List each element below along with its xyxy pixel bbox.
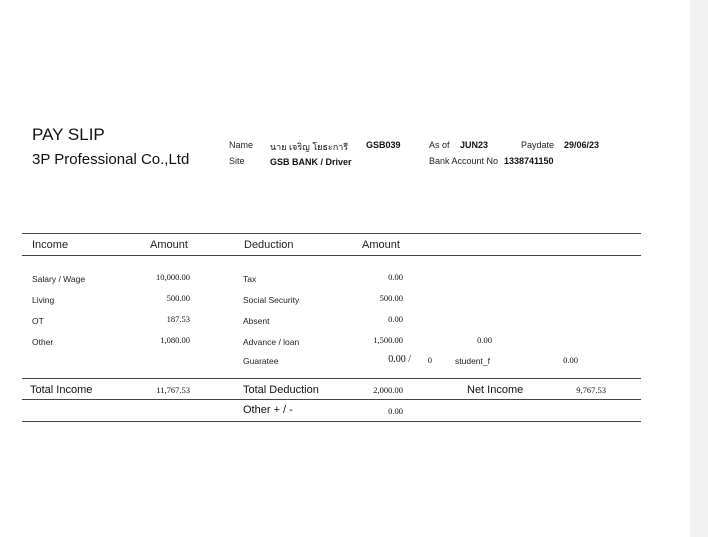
income-label-living: Living [32, 295, 55, 305]
other-adjustment-label: Other + / - [243, 404, 293, 416]
header-amount-deduction: Amount [362, 239, 400, 251]
header-amount-income: Amount [150, 239, 188, 251]
paydate-value: 29/06/23 [564, 140, 600, 150]
other-adjustment-value: 0.00 [388, 406, 403, 416]
total-deduction-value: 2,000.00 [373, 385, 403, 395]
income-label-other: Other [32, 337, 54, 347]
paydate-label: Paydate [521, 140, 555, 150]
doc-title: PAY SLIP [32, 125, 105, 144]
deduction-amount-absent: 0.00 [388, 314, 403, 324]
net-income-label: Net Income [467, 384, 524, 396]
deduction-amount-social-security: 500.00 [379, 293, 403, 303]
as-of-value: JUN23 [460, 140, 489, 150]
deduction-label-guarantee: Guaratee [243, 356, 279, 366]
site-label: Site [229, 156, 245, 166]
deduction-label-social-security: Social Security [243, 295, 300, 305]
total-income-value: 11,767.53 [156, 385, 190, 395]
company-name: 3P Professional Co.,Ltd [32, 151, 190, 168]
total-income-label: Total Income [30, 384, 93, 396]
income-amount-ot: 187.53 [166, 314, 190, 324]
income-label-ot: OT [32, 316, 44, 326]
guarantee-student-label: student_f [455, 356, 490, 366]
table-header-line [22, 255, 641, 256]
deduction-label-absent: Absent [243, 316, 270, 326]
guarantee-student-amount: 0.00 [563, 355, 578, 365]
name-label: Name [229, 140, 254, 150]
deduction-label-tax: Tax [243, 274, 257, 284]
bank-value: 1338741150 [504, 156, 554, 166]
deduction-extra-advance-loan: 0.00 [477, 335, 492, 345]
table-top-line [22, 233, 641, 234]
income-amount-salary: 10,000.00 [156, 272, 190, 282]
total-deduction-label: Total Deduction [243, 384, 319, 396]
table-bottom-line [22, 421, 641, 422]
income-amount-living: 500.00 [166, 293, 190, 303]
header-deduction: Deduction [244, 239, 294, 251]
income-amount-other: 1,080.00 [160, 335, 190, 345]
as-of-label: As of [429, 140, 450, 150]
deduction-label-advance-loan: Advance / loan [243, 337, 300, 347]
bank-label: Bank Account No [429, 156, 499, 166]
totals-top-line [22, 378, 641, 379]
site-value: GSB BANK / Driver [270, 157, 352, 167]
income-label-salary: Salary / Wage [32, 274, 86, 284]
employee-id: GSB039 [366, 140, 401, 150]
deduction-amount-guarantee: 0.00 / [388, 354, 411, 365]
deduction-amount-advance-loan: 1,500.00 [373, 335, 403, 345]
name-value: นาย เจริญ โยธะการี [270, 142, 349, 152]
page-gutter [690, 0, 708, 537]
guarantee-count: 0 [427, 355, 432, 365]
header-income: Income [32, 239, 69, 251]
deduction-amount-tax: 0.00 [388, 272, 403, 282]
net-income-value: 9,767.53 [576, 385, 606, 395]
totals-mid-line [22, 399, 641, 400]
